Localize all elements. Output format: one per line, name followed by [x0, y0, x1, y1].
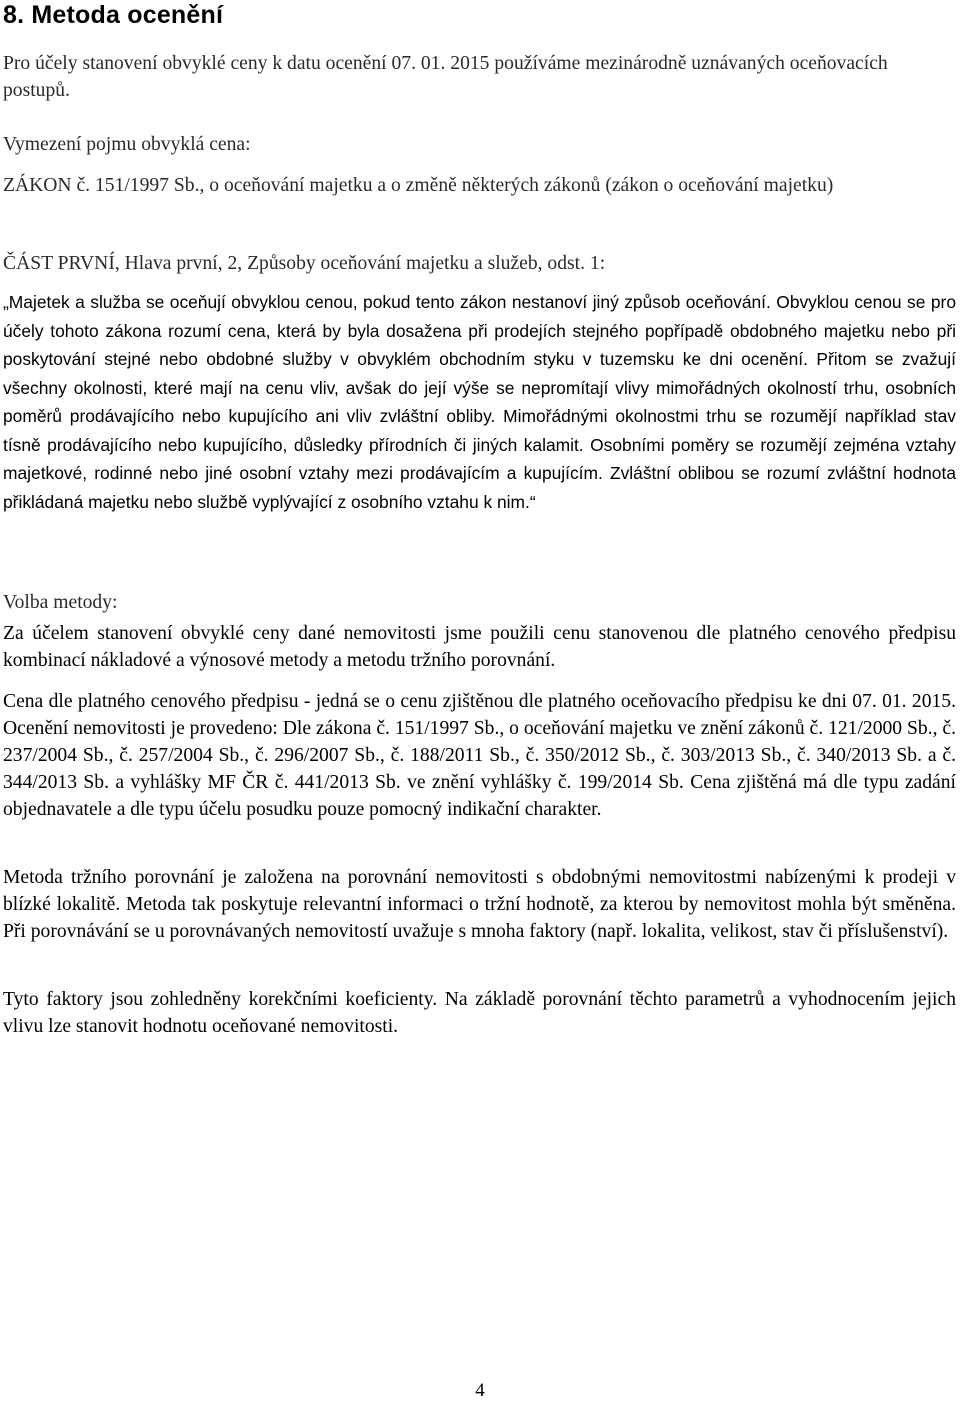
- coefficients-paragraph: Tyto faktory jsou zohledněny korekčními koeficienty. Na základě porovnání těchto parametrů a vyhodnocením jejich vlivu lze stanovit hodnotu oceňované nemovitosti.: [3, 989, 956, 1037]
- law-reference: ZÁKON č. 151/1997 Sb., o oceňování majetku a o změně některých zákonů (zákon o oceňování majetku): [3, 175, 834, 196]
- price-regulation-paragraph: Cena dle platného cenového předpisu - jedná se o cenu zjištěnou dle platného oceňovacího předpisu ke dni 07. 01. 2015. Ocenění nemovitosti je provedeno: Dle zákona č. 151/1997 Sb., o oceňování majetku ve znění zákonů č. 121/2000 Sb., č. 237/2004 Sb., č. 257/2004 Sb., č. 296/2007 Sb., č. 188/2011 Sb., č. 350/2012 Sb., č. 303/2013 Sb., č. 340/2013 Sb. a č. 344/2013 Sb. a vyhlášky MF ČR č. 441/2013 Sb. ve znění vyhlášky č. 199/2014 Sb. Cena zjištěná má dle typu zadání objednavatele a dle typu účelu posudku pouze pomocný indikační charakter.: [3, 691, 956, 820]
- section-heading: 8. Metoda ocenění: [3, 1, 224, 29]
- purpose-paragraph: Pro účely stanovení obvyklé ceny k datu ocenění 07. 01. 2015 používáme mezinárodně uznávaných oceňovacích postupů.: [3, 53, 888, 101]
- page-number: 4: [475, 1380, 485, 1401]
- law-quote: „Majetek a služba se oceňují obvyklou cenou, pokud tento zákon nestanoví jiný způsob oceňování. Obvyklou cenou se pro účely tohoto zákona rozumí cena, která by byla dosažena při prodejích stejného popřípadě obdobného majetku nebo při poskytování stejné nebo obdobné služby v obvyklém obchodním styku v tuzemsku ke dni ocenění. Přitom se zvažují všechny okolnosti, které mají na cenu vliv, avšak do její výše se nepromítají vlivy mimořádných okolností trhu, osobních poměrů prodávajícího nebo kupujícího ani vliv zvláštní obliby. Mimořádnými okolnostmi trhu se rozumějí například stav tísně prodávajícího nebo kupujícího, důsledky přírodních či jiných kalamit. Osobními poměry se rozumějí zejména vztahy majetkové, rodinné nebo jiné osobní vztahy mezi prodávajícím a kupujícím. Zvláštní oblibou se rozumí zvláštní hodnota přikládaná majetku nebo službě vyplývající z osobního vztahu k nim.“: [3, 292, 956, 512]
- method-label: Volba metody:: [3, 592, 118, 613]
- market-comparison-paragraph: Metoda tržního porovnání je založena na porovnání nemovitosti s obdobnými nemovitostmi nabízenými k prodeji v blízké lokalitě. Metoda tak poskytuje relevantní informaci o tržní hodnotě, za kterou by nemovitost mohla být směněna. Při porovnávání se u porovnávaných nemovitostí uvažuje s mnoha faktory (např. lokalita, velikost, stav či příslušenství).: [3, 867, 956, 942]
- method-choice-paragraph: Za účelem stanovení obvyklé ceny dané nemovitosti jsme použili cenu stanovenou dle platného cenového předpisu kombinací nákladové a výnosové metody a metodu tržního porovnání.: [3, 623, 956, 671]
- part-reference: ČÁST PRVNÍ, Hlava první, 2, Způsoby oceňování majetku a služeb, odst. 1:: [3, 253, 606, 274]
- definition-label: Vymezení pojmu obvyklá cena:: [3, 134, 251, 155]
